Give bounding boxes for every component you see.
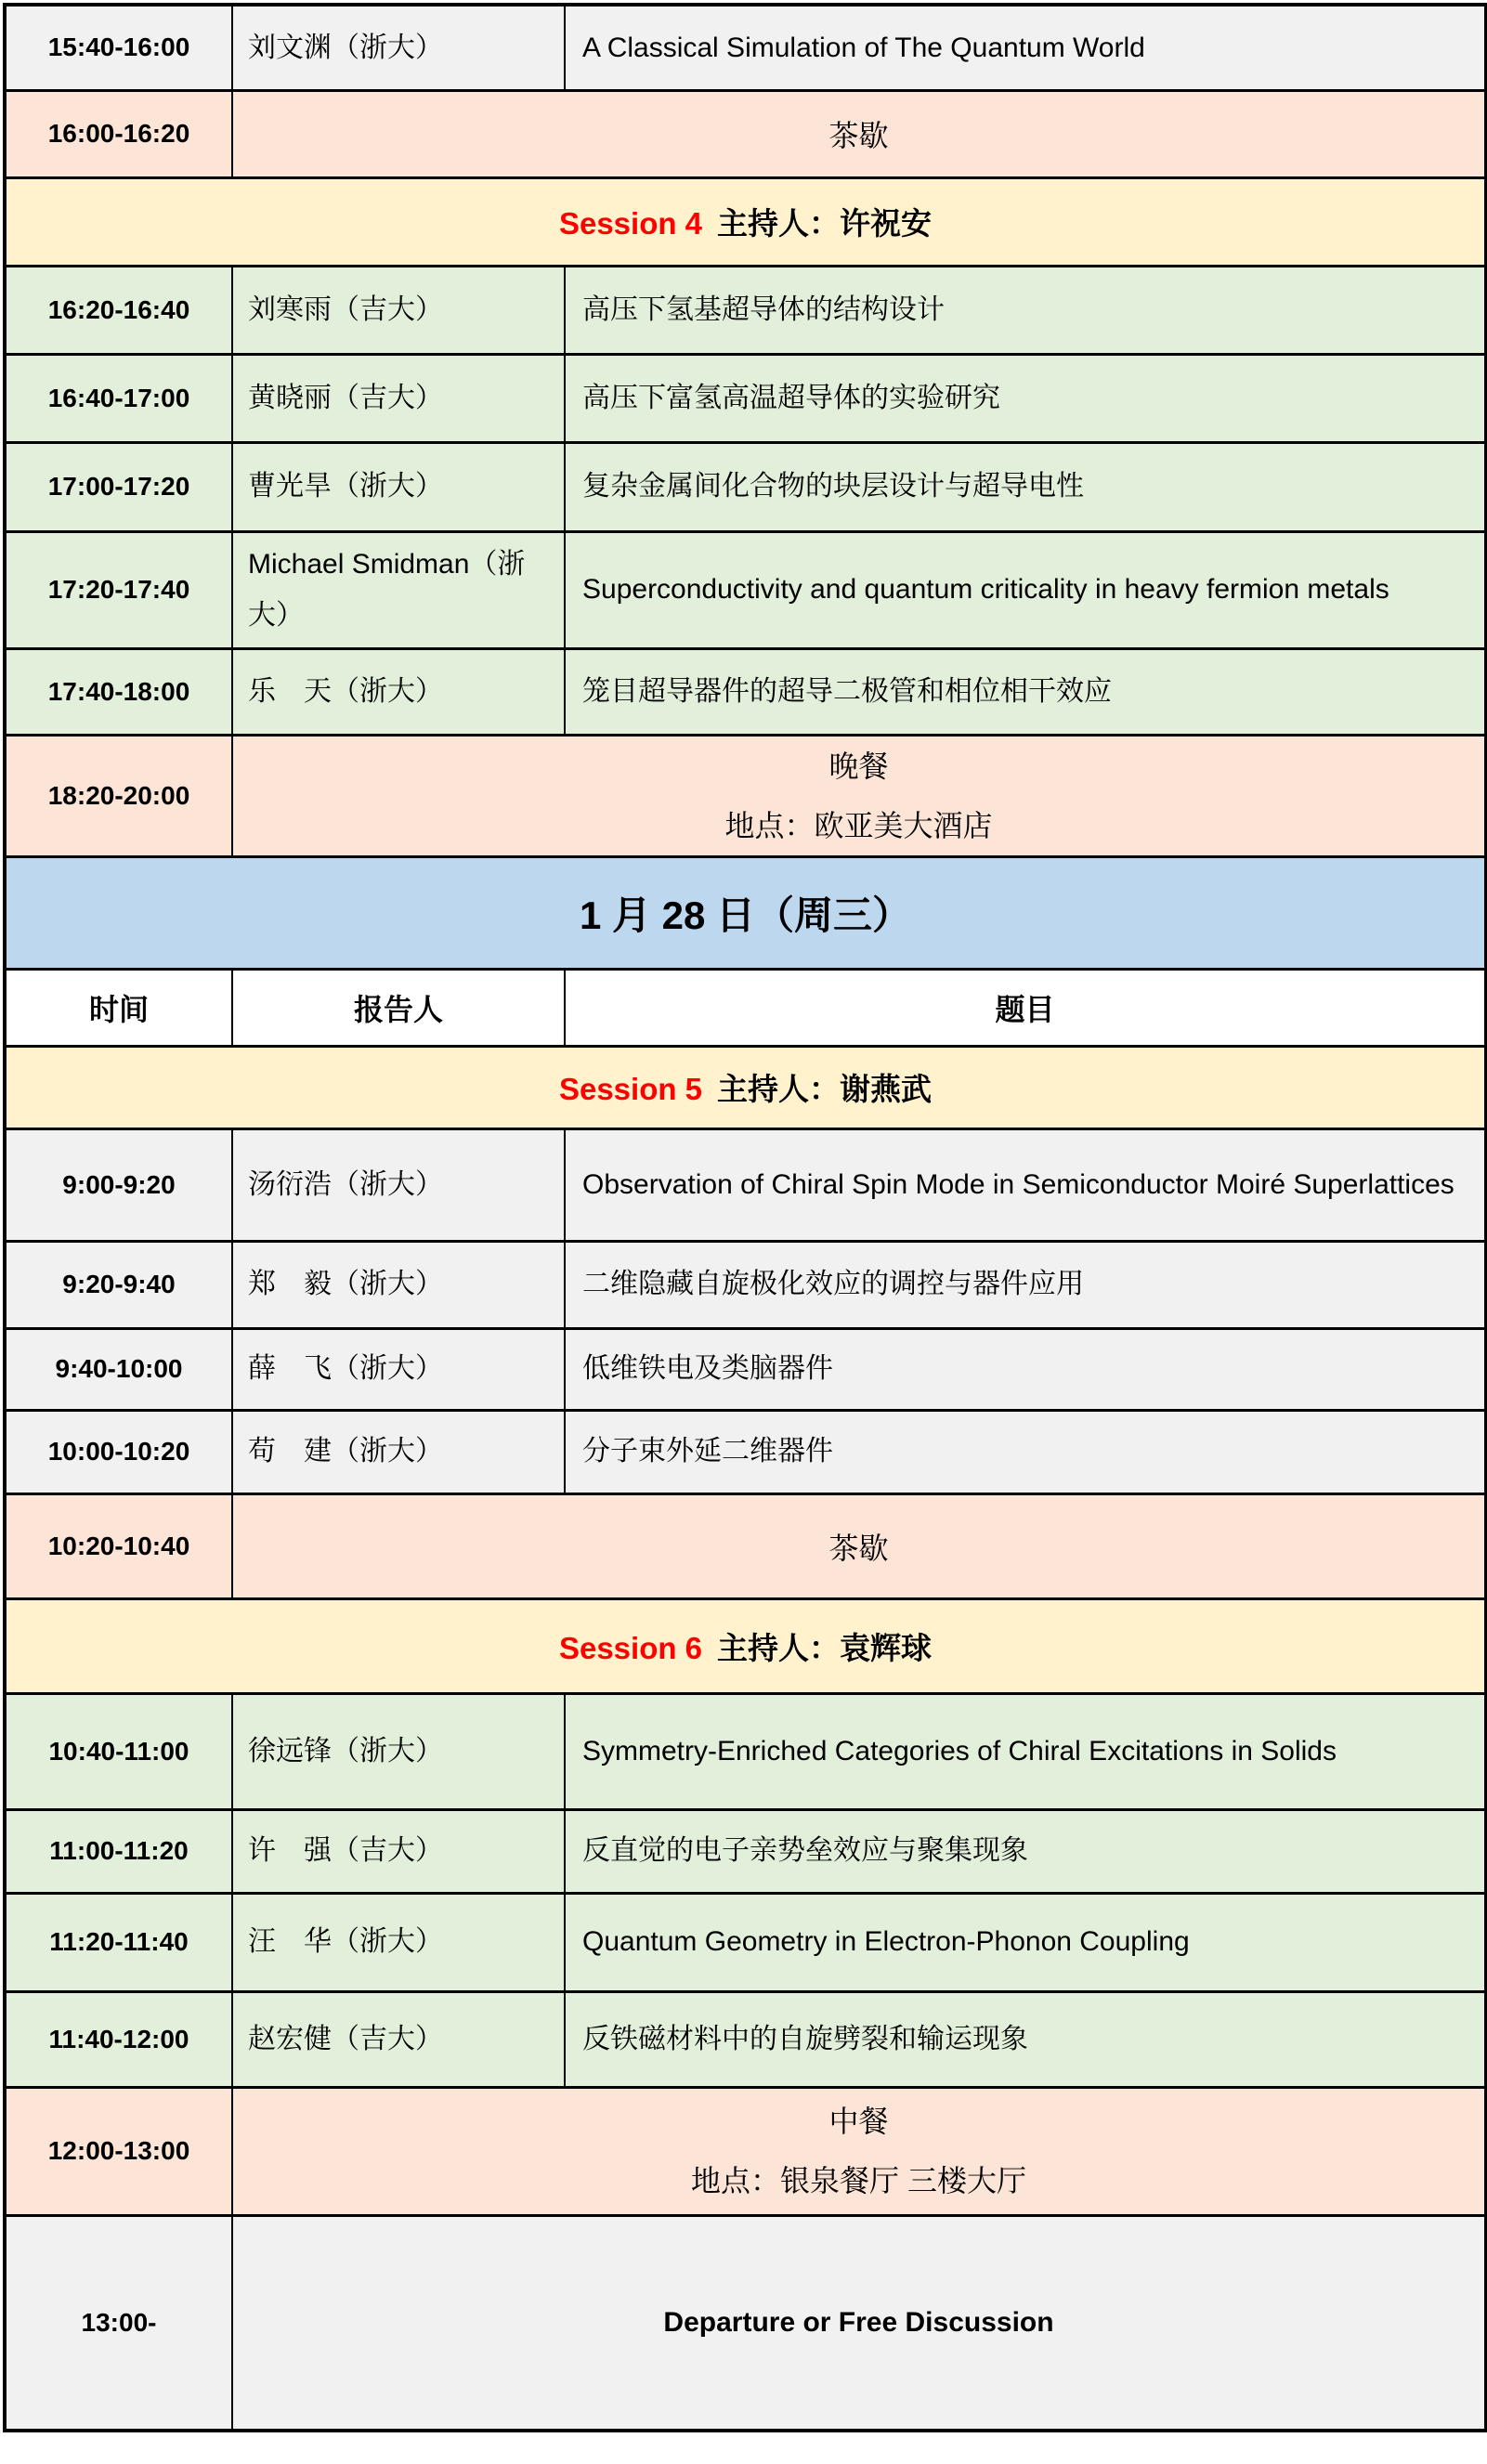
- session-number-label: Session 5: [558, 1072, 703, 1106]
- session-number-label: Session 4: [558, 206, 703, 241]
- title-cell: Quantum Geometry in Electron-Phonon Coupling: [565, 1893, 1486, 1991]
- title-cell: 分子束外延二维器件: [565, 1410, 1486, 1493]
- meal-cell: [232, 735, 1486, 856]
- time-cell: 10:20-10:40: [5, 1493, 232, 1598]
- talk-row: [5, 354, 1486, 442]
- title-cell: 复杂金属间化合物的块层设计与超导电性: [565, 442, 1486, 531]
- title-cell: 高压下富氢高温超导体的实验研究: [565, 354, 1486, 442]
- session-header: [5, 177, 1486, 266]
- speaker-cell: 乐 天（浙大）: [232, 648, 565, 735]
- time-cell: 16:00-16:20: [5, 90, 232, 177]
- time-cell: 17:00-17:20: [5, 442, 232, 531]
- session-number-label: Session 6: [558, 1630, 703, 1665]
- title-cell: Superconductivity and quantum criticality in heavy fermion metals: [565, 531, 1486, 648]
- time-cell: 11:20-11:40: [5, 1893, 232, 1991]
- talk-row: [5, 648, 1486, 735]
- column-header-time: 时间: [5, 969, 232, 1046]
- title-cell: 反铁磁材料中的自旋劈裂和输运现象: [565, 1991, 1486, 2087]
- talk-row: [5, 1328, 1486, 1410]
- session-chair-label: 主持人：谢燕武: [717, 1072, 933, 1106]
- talk-row: [5, 1693, 1486, 1809]
- break-label: 茶歇: [232, 1493, 1486, 1598]
- time-cell: 13:00-: [5, 2215, 232, 2431]
- departure-label: Departure or Free Discussion: [232, 2215, 1486, 2431]
- time-cell: 16:40-17:00: [5, 354, 232, 442]
- speaker-cell: 曹光旱（浙大）: [232, 442, 565, 531]
- talk-row: [5, 1128, 1486, 1241]
- title-cell: 高压下氢基超导体的结构设计: [565, 266, 1486, 354]
- time-cell: 10:00-10:20: [5, 1410, 232, 1493]
- session-chair-label: 主持人：袁辉球: [717, 1630, 933, 1665]
- meal-cell: [232, 2087, 1486, 2215]
- talk-row: [5, 531, 1486, 648]
- speaker-cell: 赵宏健（吉大）: [232, 1991, 565, 2087]
- speaker-cell: 汪 华（浙大）: [232, 1893, 565, 1991]
- speaker-cell: 薛 飞（浙大）: [232, 1328, 565, 1410]
- title-cell: 笼目超导器件的超导二极管和相位相干效应: [565, 648, 1486, 735]
- title-cell: 反直觉的电子亲势垒效应与聚集现象: [565, 1809, 1486, 1893]
- title-cell: 二维隐藏自旋极化效应的调控与器件应用: [565, 1241, 1486, 1328]
- break-label: 茶歇: [232, 90, 1486, 177]
- time-cell: 11:00-11:20: [5, 1809, 232, 1893]
- speaker-cell: 徐远锋（浙大）: [232, 1693, 565, 1809]
- talk-row: [5, 1809, 1486, 1893]
- speaker-cell: 郑 毅（浙大）: [232, 1241, 565, 1328]
- title-cell: A Classical Simulation of The Quantum World: [565, 5, 1486, 90]
- title-cell: Symmetry-Enriched Categories of Chiral Excitations in Solids: [565, 1693, 1486, 1809]
- title-cell: 低维铁电及类脑器件: [565, 1328, 1486, 1410]
- meal-row: [5, 735, 1486, 856]
- speaker-cell: 刘文渊（浙大）: [232, 5, 565, 90]
- time-cell: 11:40-12:00: [5, 1991, 232, 2087]
- session-header: [5, 1598, 1486, 1693]
- session-chair-label: 主持人：许祝安: [717, 206, 933, 241]
- speaker-cell: Michael Smidman（浙大）: [232, 531, 565, 648]
- speaker-cell: 许 强（吉大）: [232, 1809, 565, 1893]
- talk-row: [5, 442, 1486, 531]
- departure-row: [5, 2215, 1486, 2431]
- meal-location: 地点：银泉餐厅 三楼大厅: [691, 2164, 1026, 2197]
- session-header-row: [5, 177, 1486, 266]
- talk-row: [5, 5, 1486, 90]
- time-cell: 17:40-18:00: [5, 648, 232, 735]
- time-cell: 16:20-16:40: [5, 266, 232, 354]
- speaker-cell: 黄晓丽（吉大）: [232, 354, 565, 442]
- speaker-cell: 苟 建（浙大）: [232, 1410, 565, 1493]
- break-row: [5, 90, 1486, 177]
- time-cell: 12:00-13:00: [5, 2087, 232, 2215]
- column-header-title: 题目: [565, 969, 1486, 1046]
- talk-row: [5, 1241, 1486, 1328]
- session-header-row: [5, 1598, 1486, 1693]
- meal-name: 晚餐: [828, 749, 889, 783]
- talk-row: [5, 1410, 1486, 1493]
- column-header-row: [5, 969, 1486, 1046]
- talk-row: [5, 1893, 1486, 1991]
- time-cell: 18:20-20:00: [5, 735, 232, 856]
- meal-name: 中餐: [828, 2105, 889, 2138]
- talk-row: [5, 266, 1486, 354]
- session-header: [5, 1046, 1486, 1128]
- time-cell: 9:00-9:20: [5, 1128, 232, 1241]
- meal-location: 地点：欧亚美大酒店: [724, 808, 993, 842]
- time-cell: 15:40-16:00: [5, 5, 232, 90]
- column-header-speaker: 报告人: [232, 969, 565, 1046]
- time-cell: 9:40-10:00: [5, 1328, 232, 1410]
- break-row: [5, 1493, 1486, 1598]
- time-cell: 17:20-17:40: [5, 531, 232, 648]
- title-cell: Observation of Chiral Spin Mode in Semiconductor Moiré Superlattices: [565, 1128, 1486, 1241]
- speaker-cell: 刘寒雨（吉大）: [232, 266, 565, 354]
- time-cell: 10:40-11:00: [5, 1693, 232, 1809]
- talk-row: [5, 1991, 1486, 2087]
- schedule-table: [3, 3, 1487, 2432]
- meal-row: [5, 2087, 1486, 2215]
- time-cell: 9:20-9:40: [5, 1241, 232, 1328]
- date-header: 1 月 28 日（周三）: [5, 856, 1486, 969]
- session-header-row: [5, 1046, 1486, 1128]
- date-header-row: [5, 856, 1486, 969]
- speaker-cell: 汤衍浩（浙大）: [232, 1128, 565, 1241]
